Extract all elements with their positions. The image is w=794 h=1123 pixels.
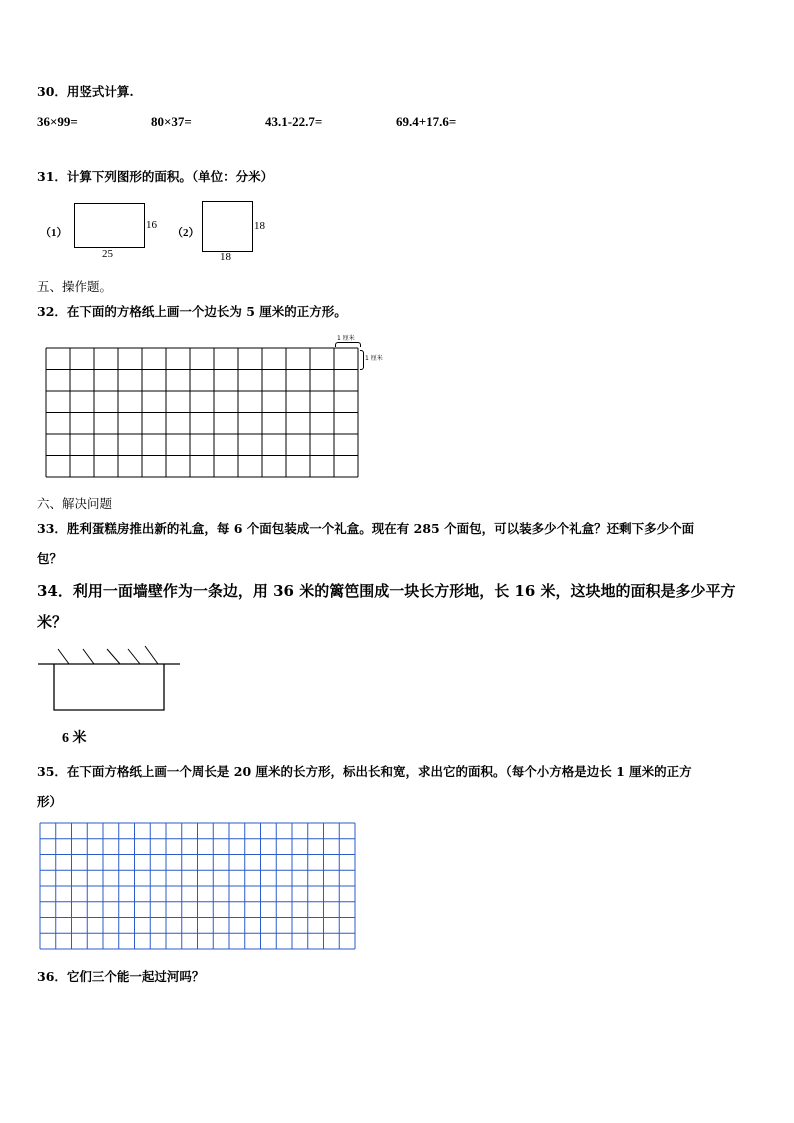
wall-hatch bbox=[107, 649, 120, 664]
q34-width-label: 6 米 bbox=[62, 731, 87, 746]
wall-hatch bbox=[145, 646, 158, 664]
figure-1-label: （1） bbox=[40, 227, 68, 239]
q31-title: 31．计算下列图形的面积。（单位：分米） bbox=[37, 169, 274, 184]
q33-line-2: 包？ bbox=[37, 551, 63, 566]
q30-expression-1: 36×99= bbox=[37, 114, 78, 129]
q30-expression-2: 80×37= bbox=[151, 114, 192, 129]
unit-width-brace bbox=[335, 342, 361, 347]
wall-hatch bbox=[128, 649, 140, 664]
wall-hatch bbox=[83, 649, 94, 664]
q34-wall-diagram bbox=[30, 640, 200, 720]
rectangle-width-label: 25 bbox=[102, 248, 113, 260]
rectangle-shape bbox=[74, 203, 145, 248]
unit-width-label: 1 厘米 bbox=[337, 335, 355, 342]
figure-2-label: （2） bbox=[172, 227, 200, 239]
square-bottom-label: 18 bbox=[220, 251, 231, 263]
q32-grid bbox=[46, 348, 366, 483]
q35-line-2: 形） bbox=[37, 794, 63, 809]
q35-grid bbox=[40, 823, 358, 953]
q34-line-1: 34．利用一面墙壁作为一条边，用 36 米的篱笆围成一块长方形地，长 16 米，这块地的面积是多少平方 bbox=[37, 582, 736, 600]
square-shape bbox=[202, 201, 253, 252]
q30-expression-3: 43.1-22.7= bbox=[265, 114, 323, 129]
fence-rectangle bbox=[54, 664, 164, 710]
section-5-title: 五、操作题。 bbox=[37, 279, 113, 294]
q30-title: 30．用竖式计算. bbox=[37, 84, 134, 99]
unit-height-label: 1 厘米 bbox=[365, 355, 383, 362]
q30-expression-4: 69.4+17.6= bbox=[396, 114, 457, 129]
q32-title: 32．在下面的方格纸上画一个边长为 5 厘米的正方形。 bbox=[37, 304, 347, 319]
square-side-label: 18 bbox=[254, 220, 265, 232]
q33-line-1: 33．胜利蛋糕房推出新的礼盒，每 6 个面包装成一个礼盒。现在有 285 个面包，可以装多少个礼盒？还剩下多少个面 bbox=[37, 521, 695, 536]
wall-hatch bbox=[58, 649, 69, 664]
q35-line-1: 35．在下面方格纸上画一个周长是 20 厘米的长方形，标出长和宽，求出它的面积。（每个小方格是边长 1 厘米的正方 bbox=[37, 764, 692, 779]
rectangle-height-label: 16 bbox=[146, 219, 157, 231]
q36-title: 36．它们三个能一起过河吗？ bbox=[37, 969, 205, 984]
q34-line-2: 米？ bbox=[37, 613, 68, 631]
section-6-title: 六、解决问题 bbox=[37, 496, 113, 511]
unit-height-brace bbox=[360, 350, 364, 370]
